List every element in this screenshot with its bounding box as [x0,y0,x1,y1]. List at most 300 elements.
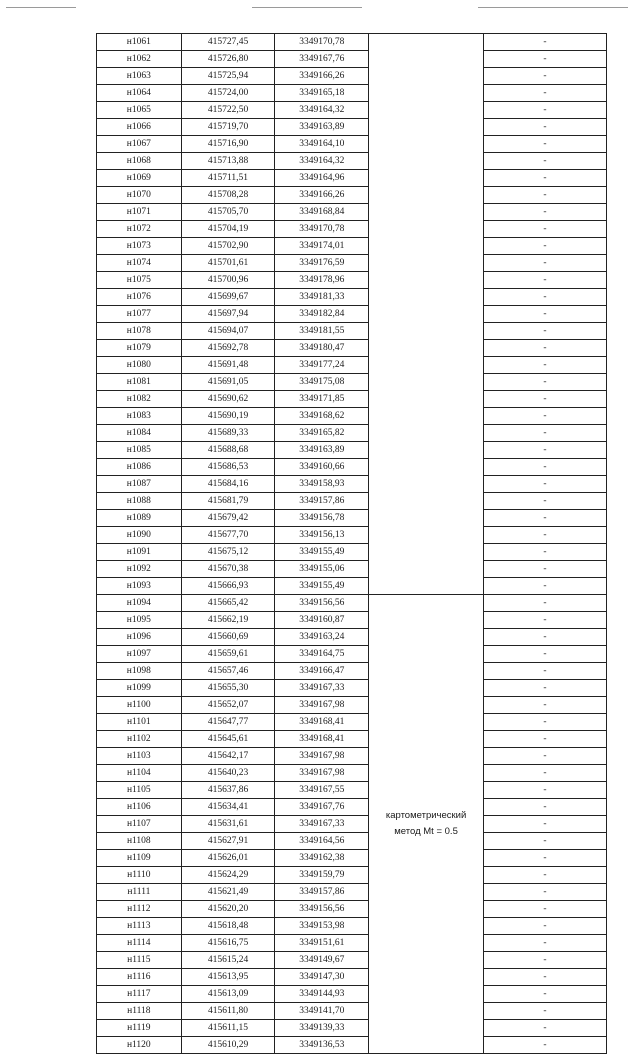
point-id-cell: н1080 [97,357,182,374]
y-coordinate-cell: 3349160,66 [275,459,369,476]
point-id-cell: н1063 [97,68,182,85]
description-cell: - [484,374,607,391]
table-row [97,102,607,119]
point-id-cell: н1102 [97,731,182,748]
table-row [97,1037,607,1054]
x-coordinate-cell: 415701,61 [181,255,275,272]
y-coordinate-cell: 3349181,33 [275,289,369,306]
table-row [97,51,607,68]
description-cell: - [484,34,607,51]
y-coordinate-cell: 3349165,82 [275,425,369,442]
description-cell: - [484,663,607,680]
table-row [97,697,607,714]
x-coordinate-cell: 415670,38 [181,561,275,578]
table-row [97,459,607,476]
point-id-cell: н1118 [97,1003,182,1020]
method-name: картометрический [385,810,467,821]
x-coordinate-cell: 415621,49 [181,884,275,901]
description-cell: - [484,629,607,646]
table-row [97,765,607,782]
point-id-cell: н1112 [97,901,182,918]
description-cell: - [484,510,607,527]
description-cell: - [484,323,607,340]
description-cell: - [484,425,607,442]
x-coordinate-cell: 415724,00 [181,85,275,102]
point-id-cell: н1067 [97,136,182,153]
point-id-cell: н1064 [97,85,182,102]
table-row [97,493,607,510]
table-row [97,612,607,629]
x-coordinate-cell: 415716,90 [181,136,275,153]
y-coordinate-cell: 3349181,55 [275,323,369,340]
point-id-cell: н1113 [97,918,182,935]
point-id-cell: н1095 [97,612,182,629]
x-coordinate-cell: 415634,41 [181,799,275,816]
table-row [97,357,607,374]
point-id-cell: н1087 [97,476,182,493]
table-row [97,34,607,51]
table-row [97,561,607,578]
description-cell: - [484,731,607,748]
description-cell: - [484,680,607,697]
y-coordinate-cell: 3349167,98 [275,748,369,765]
description-cell: - [484,918,607,935]
y-coordinate-cell: 3349168,41 [275,731,369,748]
description-cell: - [484,391,607,408]
y-coordinate-cell: 3349164,75 [275,646,369,663]
y-coordinate-cell: 3349163,24 [275,629,369,646]
y-coordinate-cell: 3349164,96 [275,170,369,187]
x-coordinate-cell: 415657,46 [181,663,275,680]
y-coordinate-cell: 3349175,08 [275,374,369,391]
x-coordinate-cell: 415620,20 [181,901,275,918]
x-coordinate-cell: 415713,88 [181,153,275,170]
y-coordinate-cell: 3349166,26 [275,187,369,204]
point-id-cell: н1066 [97,119,182,136]
description-cell: - [484,408,607,425]
point-id-cell: н1077 [97,306,182,323]
y-coordinate-cell: 3349153,98 [275,918,369,935]
point-id-cell: н1111 [97,884,182,901]
description-cell: - [484,85,607,102]
description-cell: - [484,935,607,952]
description-cell: - [484,833,607,850]
table-row [97,255,607,272]
description-cell: - [484,136,607,153]
point-id-cell: н1073 [97,238,182,255]
point-id-cell: н1120 [97,1037,182,1054]
table-row [97,1003,607,1020]
point-id-cell: н1074 [97,255,182,272]
x-coordinate-cell: 415719,70 [181,119,275,136]
y-coordinate-cell: 3349164,10 [275,136,369,153]
description-cell: - [484,527,607,544]
y-coordinate-cell: 3349149,67 [275,952,369,969]
point-id-cell: н1108 [97,833,182,850]
point-id-cell: н1078 [97,323,182,340]
x-coordinate-cell: 415613,09 [181,986,275,1003]
point-id-cell: н1104 [97,765,182,782]
x-coordinate-cell: 415631,61 [181,816,275,833]
description-cell: - [484,289,607,306]
description-cell: - [484,952,607,969]
x-coordinate-cell: 415705,70 [181,204,275,221]
description-cell: - [484,459,607,476]
x-coordinate-cell: 415702,90 [181,238,275,255]
point-id-cell: н1107 [97,816,182,833]
x-coordinate-cell: 415611,15 [181,1020,275,1037]
y-coordinate-cell: 3349156,78 [275,510,369,527]
table-row [97,969,607,986]
point-id-cell: н1083 [97,408,182,425]
x-coordinate-cell: 415690,19 [181,408,275,425]
description-cell: - [484,1020,607,1037]
table-row [97,408,607,425]
description-cell: - [484,867,607,884]
y-coordinate-cell: 3349162,38 [275,850,369,867]
point-id-cell: н1109 [97,850,182,867]
x-coordinate-cell: 415677,70 [181,527,275,544]
point-id-cell: н1116 [97,969,182,986]
point-id-cell: н1115 [97,952,182,969]
x-coordinate-cell: 415642,17 [181,748,275,765]
description-cell: - [484,306,607,323]
y-coordinate-cell: 3349176,59 [275,255,369,272]
x-coordinate-cell: 415666,93 [181,578,275,595]
y-coordinate-cell: 3349141,70 [275,1003,369,1020]
description-cell: - [484,1003,607,1020]
point-id-cell: н1072 [97,221,182,238]
description-cell: - [484,119,607,136]
y-coordinate-cell: 3349171,85 [275,391,369,408]
y-coordinate-cell: 3349147,30 [275,969,369,986]
point-id-cell: н1085 [97,442,182,459]
method-cell-group-1 [369,34,484,595]
y-coordinate-cell: 3349160,87 [275,612,369,629]
point-id-cell: н1069 [97,170,182,187]
table-row [97,578,607,595]
x-coordinate-cell: 415610,29 [181,1037,275,1054]
table-row [97,391,607,408]
y-coordinate-cell: 3349159,79 [275,867,369,884]
table-row [97,187,607,204]
table-row [97,68,607,85]
description-cell: - [484,646,607,663]
x-coordinate-cell: 415691,48 [181,357,275,374]
y-coordinate-cell: 3349156,13 [275,527,369,544]
table-row [97,680,607,697]
description-cell: - [484,340,607,357]
table-row [97,714,607,731]
point-id-cell: н1103 [97,748,182,765]
x-coordinate-cell: 415616,75 [181,935,275,952]
x-coordinate-cell: 415675,12 [181,544,275,561]
y-coordinate-cell: 3349168,62 [275,408,369,425]
x-coordinate-cell: 415637,86 [181,782,275,799]
y-coordinate-cell: 3349151,61 [275,935,369,952]
x-coordinate-cell: 415652,07 [181,697,275,714]
table-row [97,782,607,799]
point-id-cell: н1110 [97,867,182,884]
x-coordinate-cell: 415618,48 [181,918,275,935]
x-coordinate-cell: 415711,51 [181,170,275,187]
y-coordinate-cell: 3349155,06 [275,561,369,578]
y-coordinate-cell: 3349168,41 [275,714,369,731]
point-id-cell: н1117 [97,986,182,1003]
y-coordinate-cell: 3349136,53 [275,1037,369,1054]
point-id-cell: н1070 [97,187,182,204]
description-cell: - [484,170,607,187]
table-row [97,918,607,935]
point-id-cell: н1099 [97,680,182,697]
table-row [97,136,607,153]
point-id-cell: н1097 [97,646,182,663]
point-id-cell: н1089 [97,510,182,527]
table-row [97,850,607,867]
x-coordinate-cell: 415626,01 [181,850,275,867]
description-cell: - [484,595,607,612]
description-cell: - [484,901,607,918]
scan-edge-line-mid [252,7,362,8]
x-coordinate-cell: 415615,24 [181,952,275,969]
point-id-cell: н1090 [97,527,182,544]
y-coordinate-cell: 3349166,26 [275,68,369,85]
x-coordinate-cell: 415686,53 [181,459,275,476]
point-id-cell: н1088 [97,493,182,510]
y-coordinate-cell: 3349155,49 [275,578,369,595]
x-coordinate-cell: 415690,62 [181,391,275,408]
x-coordinate-cell: 415665,42 [181,595,275,612]
table-row [97,799,607,816]
table-row [97,272,607,289]
y-coordinate-cell: 3349164,32 [275,102,369,119]
description-cell: - [484,221,607,238]
table-row [97,238,607,255]
description-cell: - [484,782,607,799]
y-coordinate-cell: 3349170,78 [275,34,369,51]
x-coordinate-cell: 415700,96 [181,272,275,289]
description-cell: - [484,238,607,255]
table-row [97,986,607,1003]
x-coordinate-cell: 415727,45 [181,34,275,51]
point-id-cell: н1091 [97,544,182,561]
x-coordinate-cell: 415647,77 [181,714,275,731]
y-coordinate-cell: 3349178,96 [275,272,369,289]
description-cell: - [484,714,607,731]
x-coordinate-cell: 415655,30 [181,680,275,697]
y-coordinate-cell: 3349168,84 [275,204,369,221]
table-row [97,510,607,527]
table-row [97,85,607,102]
table-row [97,748,607,765]
table-row [97,884,607,901]
y-coordinate-cell: 3349167,55 [275,782,369,799]
table-row [97,544,607,561]
point-id-cell: н1086 [97,459,182,476]
table-row [97,1020,607,1037]
y-coordinate-cell: 3349166,47 [275,663,369,680]
y-coordinate-cell: 3349163,89 [275,442,369,459]
point-id-cell: н1094 [97,595,182,612]
y-coordinate-cell: 3349177,24 [275,357,369,374]
description-cell: - [484,357,607,374]
x-coordinate-cell: 415691,05 [181,374,275,391]
table-row [97,629,607,646]
description-cell: - [484,850,607,867]
table-row [97,323,607,340]
description-cell: - [484,969,607,986]
point-id-cell: н1098 [97,663,182,680]
description-cell: - [484,765,607,782]
table-row [97,646,607,663]
y-coordinate-cell: 3349167,33 [275,680,369,697]
x-coordinate-cell: 415689,33 [181,425,275,442]
y-coordinate-cell: 3349174,01 [275,238,369,255]
coordinates-table-body [97,34,607,1054]
x-coordinate-cell: 415659,61 [181,646,275,663]
x-coordinate-cell: 415613,95 [181,969,275,986]
y-coordinate-cell: 3349157,86 [275,884,369,901]
table-row [97,952,607,969]
point-id-cell: н1061 [97,34,182,51]
point-id-cell: н1119 [97,1020,182,1037]
description-cell: - [484,799,607,816]
table-row [97,170,607,187]
table-row [97,901,607,918]
point-id-cell: н1093 [97,578,182,595]
table-row [97,476,607,493]
x-coordinate-cell: 415726,80 [181,51,275,68]
y-coordinate-cell: 3349167,98 [275,765,369,782]
scan-edge-line-left [6,7,76,8]
description-cell: - [484,578,607,595]
method-accuracy: метод Mt = 0.5 [394,826,458,837]
x-coordinate-cell: 415699,67 [181,289,275,306]
y-coordinate-cell: 3349156,56 [275,901,369,918]
description-cell: - [484,51,607,68]
method-cell-group-2 [369,595,484,1054]
table-row [97,935,607,952]
point-id-cell: н1084 [97,425,182,442]
y-coordinate-cell: 3349182,84 [275,306,369,323]
description-cell: - [484,493,607,510]
point-id-cell: н1065 [97,102,182,119]
table-row [97,425,607,442]
x-coordinate-cell: 415611,80 [181,1003,275,1020]
y-coordinate-cell: 3349163,89 [275,119,369,136]
y-coordinate-cell: 3349167,98 [275,697,369,714]
table-row [97,204,607,221]
x-coordinate-cell: 415697,94 [181,306,275,323]
x-coordinate-cell: 415692,78 [181,340,275,357]
y-coordinate-cell: 3349157,86 [275,493,369,510]
description-cell: - [484,442,607,459]
y-coordinate-cell: 3349164,32 [275,153,369,170]
table-row [97,816,607,833]
x-coordinate-cell: 415708,28 [181,187,275,204]
table-row [97,374,607,391]
x-coordinate-cell: 415640,23 [181,765,275,782]
table-row [97,340,607,357]
description-cell: - [484,255,607,272]
table-row [97,663,607,680]
x-coordinate-cell: 415645,61 [181,731,275,748]
description-cell: - [484,1037,607,1054]
description-cell: - [484,68,607,85]
description-cell: - [484,748,607,765]
y-coordinate-cell: 3349167,76 [275,799,369,816]
y-coordinate-cell: 3349167,33 [275,816,369,833]
y-coordinate-cell: 3349155,49 [275,544,369,561]
table-row [97,833,607,850]
scan-edge-line-right [478,7,628,8]
x-coordinate-cell: 415694,07 [181,323,275,340]
description-cell: - [484,544,607,561]
x-coordinate-cell: 415684,16 [181,476,275,493]
x-coordinate-cell: 415627,91 [181,833,275,850]
x-coordinate-cell: 415704,19 [181,221,275,238]
table-row [97,731,607,748]
point-id-cell: н1071 [97,204,182,221]
coordinates-table [96,33,607,1054]
table-row [97,867,607,884]
y-coordinate-cell: 3349158,93 [275,476,369,493]
point-id-cell: н1081 [97,374,182,391]
table-row [97,153,607,170]
point-id-cell: н1100 [97,697,182,714]
point-id-cell: н1079 [97,340,182,357]
description-cell: - [484,986,607,1003]
point-id-cell: н1075 [97,272,182,289]
description-cell: - [484,884,607,901]
x-coordinate-cell: 415688,68 [181,442,275,459]
x-coordinate-cell: 415722,50 [181,102,275,119]
table-row [97,306,607,323]
description-cell: - [484,272,607,289]
y-coordinate-cell: 3349170,78 [275,221,369,238]
y-coordinate-cell: 3349164,56 [275,833,369,850]
description-cell: - [484,697,607,714]
y-coordinate-cell: 3349156,56 [275,595,369,612]
y-coordinate-cell: 3349180,47 [275,340,369,357]
point-id-cell: н1062 [97,51,182,68]
point-id-cell: н1076 [97,289,182,306]
point-id-cell: н1105 [97,782,182,799]
x-coordinate-cell: 415679,42 [181,510,275,527]
table-row [97,527,607,544]
description-cell: - [484,561,607,578]
table-row [97,119,607,136]
point-id-cell: н1096 [97,629,182,646]
point-id-cell: н1106 [97,799,182,816]
point-id-cell: н1092 [97,561,182,578]
table-row [97,595,607,612]
description-cell: - [484,153,607,170]
x-coordinate-cell: 415681,79 [181,493,275,510]
x-coordinate-cell: 415624,29 [181,867,275,884]
y-coordinate-cell: 3349139,33 [275,1020,369,1037]
description-cell: - [484,476,607,493]
x-coordinate-cell: 415725,94 [181,68,275,85]
table-row [97,289,607,306]
table-row [97,221,607,238]
point-id-cell: н1101 [97,714,182,731]
point-id-cell: н1082 [97,391,182,408]
description-cell: - [484,816,607,833]
point-id-cell: н1114 [97,935,182,952]
description-cell: - [484,204,607,221]
y-coordinate-cell: 3349165,18 [275,85,369,102]
